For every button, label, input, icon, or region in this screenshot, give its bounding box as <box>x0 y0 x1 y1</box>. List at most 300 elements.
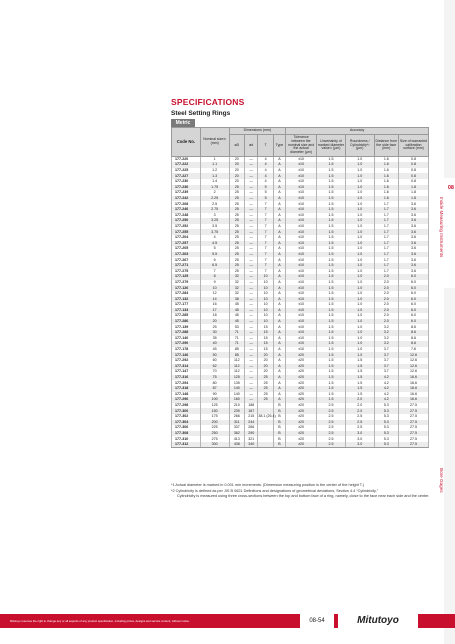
cell-distance: 4.2 <box>374 392 398 398</box>
cell-type: A <box>273 201 285 207</box>
cell-t: 10 <box>258 319 274 325</box>
cell-id: 188 <box>245 403 258 409</box>
cell-nominal: 87 <box>200 386 229 392</box>
cell-t: 4 <box>258 173 274 179</box>
cell-uncertainty: 1.5 <box>317 257 346 263</box>
cell-code: 177-222 <box>172 162 201 168</box>
cell-nominal: 100 <box>200 397 229 403</box>
metric-tab: Metric <box>171 119 195 127</box>
cell-nominal: 3.25 <box>200 218 229 224</box>
cell-calibration: 3.6 <box>399 201 429 207</box>
cell-t: 25 <box>258 380 274 386</box>
cell-code: 177-147 <box>172 369 201 375</box>
cell-id: — <box>245 269 258 275</box>
header-roundness: Roundness / Cylindricity*² (µm) <box>345 134 374 156</box>
cell-id: — <box>245 213 258 219</box>
cell-id: — <box>245 235 258 241</box>
cell-id: — <box>245 190 258 196</box>
cell-distance: 3.2 <box>374 336 398 342</box>
header-calibration: Size of warranted calibration surface (mm) <box>399 134 429 156</box>
header-dimensions: Dimensions (mm) <box>229 128 286 135</box>
cell-code: 177-290 <box>172 341 201 347</box>
cell-calibration: 0.8 <box>399 157 429 163</box>
cell-roundness: 1.0 <box>345 330 374 336</box>
cell-od: 53 <box>229 324 245 330</box>
cell-uncertainty: 1.5 <box>317 297 346 303</box>
cell-code: 177-239 <box>172 190 201 196</box>
cell-distance: 1.7 <box>374 241 398 247</box>
cell-nominal: 10 <box>200 285 229 291</box>
cell-uncertainty: 1.5 <box>317 341 346 347</box>
cell-od: 112 <box>229 358 245 364</box>
cell-distance: 2.0 <box>374 313 398 319</box>
cell-uncertainty: 1.5 <box>317 302 346 308</box>
cell-id: — <box>245 297 258 303</box>
side-index-active <box>444 178 455 288</box>
cell-id: — <box>245 375 258 381</box>
cell-t: 7 <box>258 235 274 241</box>
cell-code: 177-220 <box>172 157 201 163</box>
cell-id: — <box>245 352 258 358</box>
cell-od: 266 <box>229 414 245 420</box>
cell-od: 160 <box>229 397 245 403</box>
cell-uncertainty: 1.5 <box>317 386 346 392</box>
cell-distance: 1.7 <box>374 201 398 207</box>
cell-tolerance: ±10 <box>286 207 317 213</box>
cell-t: 7 <box>258 207 274 213</box>
cell-distance: 3.2 <box>374 330 398 336</box>
cell-type: A <box>273 179 285 185</box>
cell-distance: 1.6 <box>374 179 398 185</box>
cell-roundness: 1.0 <box>345 257 374 263</box>
cell-tolerance: ±10 <box>286 241 317 247</box>
cell-od: 25 <box>229 269 245 275</box>
table-row <box>172 442 429 448</box>
cell-t: 25 <box>258 397 274 403</box>
cell-uncertainty: 1.5 <box>317 280 346 286</box>
cell-code: 177-279 <box>172 280 201 286</box>
cell-nominal: 4.5 <box>200 241 229 247</box>
cell-tolerance: ±10 <box>286 257 317 263</box>
footnote-2: *2 Cylindricity is defined as per JIS B 0621 Definitions and designations of geometrical deviations, Section 4.4 “Cylindricity.” <box>171 488 378 493</box>
cell-id: — <box>245 179 258 185</box>
cell-uncertainty: 2.5 <box>317 408 346 414</box>
cell-distance: 4.2 <box>374 386 398 392</box>
cell-nominal: 50 <box>200 352 229 358</box>
cell-calibration: 8.6 <box>399 330 429 336</box>
cell-tolerance: ±10 <box>286 235 317 241</box>
cell-distance: 5.3 <box>374 425 398 431</box>
cell-calibration: 3.6 <box>399 263 429 269</box>
cell-calibration: 12.6 <box>399 369 429 375</box>
cell-t: 10 <box>258 291 274 297</box>
footnote-2-detail: Cylindricity is measured using three cross-sections between the top and bottom face of a ring, namely, close to the face near each side and the center. <box>177 494 430 498</box>
cell-od: 25 <box>229 252 245 258</box>
cell-od: 32 <box>229 285 245 291</box>
header-code: Code No. <box>172 128 201 157</box>
cell-t: 5 <box>258 196 274 202</box>
cell-od: 45 <box>229 313 245 319</box>
cell-distance: 5.3 <box>374 414 398 420</box>
cell-uncertainty: 1.5 <box>317 380 346 386</box>
cell-calibration: 3.6 <box>399 224 429 230</box>
cell-nominal: 9 <box>200 280 229 286</box>
cell-t: 7 <box>258 224 274 230</box>
cell-calibration: 3.6 <box>399 252 429 258</box>
cell-uncertainty: 1.5 <box>317 190 346 196</box>
cell-t: 10 <box>258 313 274 319</box>
cell-uncertainty: 1.5 <box>317 157 346 163</box>
cell-type: A <box>273 157 285 163</box>
cell-code: 177-267 <box>172 257 201 263</box>
cell-id: — <box>245 308 258 314</box>
cell-nominal: 2.5 <box>200 201 229 207</box>
cell-code: 177-275 <box>172 269 201 275</box>
cell-uncertainty: 2.5 <box>317 403 346 409</box>
cell-type: A <box>273 274 285 280</box>
cell-t: 25 <box>258 386 274 392</box>
cell-od: 413 <box>229 436 245 442</box>
cell-code: 177-318 <box>172 386 201 392</box>
cell-distance: 5.3 <box>374 436 398 442</box>
cell-distance: 1.7 <box>374 218 398 224</box>
cell-type: A <box>273 369 285 375</box>
cell-uncertainty: 1.5 <box>317 274 346 280</box>
cell-code: 177-288 <box>172 330 201 336</box>
cell-code: 177-308 <box>172 431 201 437</box>
cell-nominal: 40 <box>200 341 229 347</box>
cell-nominal: 275 <box>200 436 229 442</box>
cell-distance: 3.7 <box>374 347 398 353</box>
cell-uncertainty: 1.5 <box>317 196 346 202</box>
cell-distance: 1.7 <box>374 207 398 213</box>
cell-nominal: 3.5 <box>200 224 229 230</box>
cell-t: 7 <box>258 269 274 275</box>
cell-t: 7 <box>258 218 274 224</box>
cell-nominal: 3.75 <box>200 229 229 235</box>
header-nominal: Nominal size±¹ (mm) <box>200 128 229 157</box>
cell-type: A <box>273 302 285 308</box>
cell-code: 177-257 <box>172 241 201 247</box>
cell-nominal: 45 <box>200 347 229 353</box>
cell-nominal: 175 <box>200 414 229 420</box>
cell-tolerance: ±20 <box>286 392 317 398</box>
cell-roundness: 3.0 <box>345 436 374 442</box>
cell-uncertainty: 1.5 <box>317 269 346 275</box>
cell-t: 10 <box>258 302 274 308</box>
cell-t: 5 <box>258 190 274 196</box>
cell-code: 177-177 <box>172 302 201 308</box>
cell-code: 177-139 <box>172 324 201 330</box>
cell-id: — <box>245 229 258 235</box>
cell-tolerance: ±10 <box>286 263 317 269</box>
cell-calibration: 0.8 <box>399 179 429 185</box>
cell-id: 340 <box>245 442 258 448</box>
cell-tolerance: ±10 <box>286 285 317 291</box>
cell-calibration: 1.8 <box>399 185 429 191</box>
cell-distance: 4.2 <box>374 380 398 386</box>
cell-od: 210 <box>229 403 245 409</box>
cell-calibration: 3.6 <box>399 246 429 252</box>
cell-od: 125 <box>229 375 245 381</box>
cell-nominal: 1.1 <box>200 162 229 168</box>
cell-nominal: 35 <box>200 336 229 342</box>
side-tab-inside-measuring[interactable]: Inside Measuring Instruments <box>439 197 444 258</box>
cell-code: 177-304 <box>172 420 201 426</box>
cell-nominal: 225 <box>200 425 229 431</box>
cell-uncertainty: 1.5 <box>317 308 346 314</box>
cell-uncertainty: 2.5 <box>317 436 346 442</box>
cell-roundness: 1.0 <box>345 347 374 353</box>
cell-id: — <box>245 319 258 325</box>
cell-tolerance: ±10 <box>286 173 317 179</box>
cell-nominal: 70 <box>200 369 229 375</box>
cell-tolerance: ±10 <box>286 179 317 185</box>
cell-tolerance: ±20 <box>286 352 317 358</box>
cell-distance: 1.7 <box>374 213 398 219</box>
cell-calibration: 3.6 <box>399 269 429 275</box>
cell-roundness: 1.0 <box>345 207 374 213</box>
cell-od: 112 <box>229 364 245 370</box>
cell-calibration: 12.6 <box>399 352 429 358</box>
mitutoyo-logo: Mitutoyo <box>338 614 418 628</box>
cell-od: 85 <box>229 347 245 353</box>
cell-id: — <box>245 313 258 319</box>
cell-code: 177-133 <box>172 308 201 314</box>
cell-tolerance: ±20 <box>286 369 317 375</box>
cell-nominal: 75 <box>200 375 229 381</box>
cell-calibration: 16.6 <box>399 392 429 398</box>
cell-roundness: 1.0 <box>345 297 374 303</box>
cell-nominal: 60 <box>200 358 229 364</box>
cell-od: 45 <box>229 302 245 308</box>
cell-uncertainty: 1.5 <box>317 364 346 370</box>
cell-distance: 1.7 <box>374 224 398 230</box>
cell-id: — <box>245 386 258 392</box>
cell-t: 15 <box>258 324 274 330</box>
cell-distance: 3.2 <box>374 341 398 347</box>
cell-id: — <box>245 218 258 224</box>
cell-od: 20 <box>229 157 245 163</box>
cell-type: A <box>273 358 285 364</box>
cell-id: — <box>245 252 258 258</box>
cell-tolerance: ±20 <box>286 436 317 442</box>
cell-roundness: 1.0 <box>345 235 374 241</box>
cell-calibration: 3.6 <box>399 235 429 241</box>
cell-type: A <box>273 313 285 319</box>
cell-t: 15 <box>258 330 274 336</box>
cell-roundness: 1.0 <box>345 252 374 258</box>
cell-uncertainty: 1.5 <box>317 201 346 207</box>
cell-tolerance: ±20 <box>286 397 317 403</box>
cell-id: — <box>245 336 258 342</box>
cell-od: 337 <box>229 425 245 431</box>
cell-distance: 1.6 <box>374 190 398 196</box>
cell-uncertainty: 2.5 <box>317 431 346 437</box>
cell-od: 25 <box>229 185 245 191</box>
cell-type: A <box>273 207 285 213</box>
cell-id: — <box>245 280 258 286</box>
cell-code: 177-306 <box>172 425 201 431</box>
cell-code: 177-271 <box>172 263 201 269</box>
cell-uncertainty: 1.5 <box>317 229 346 235</box>
cell-t: 7 <box>258 257 274 263</box>
side-tab-bore-gages[interactable]: Bore Gages <box>439 468 444 493</box>
cell-calibration: 16.6 <box>399 380 429 386</box>
cell-roundness: 2.0 <box>345 397 374 403</box>
cell-od: 45 <box>229 308 245 314</box>
cell-code: 177-242 <box>172 196 201 202</box>
cell-t: 20 <box>258 358 274 364</box>
cell-calibration: 3.6 <box>399 257 429 263</box>
cell-distance: 1.7 <box>374 235 398 241</box>
cell-calibration: 0.8 <box>399 162 429 168</box>
cell-calibration: 6.0 <box>399 319 429 325</box>
cell-code: 177-248 <box>172 213 201 219</box>
cell-distance: 1.7 <box>374 257 398 263</box>
cell-distance: 5.3 <box>374 431 398 437</box>
cell-id: — <box>245 185 258 191</box>
cell-type: A <box>273 336 285 342</box>
cell-roundness: 1.5 <box>345 375 374 381</box>
cell-od: 32 <box>229 280 245 286</box>
cell-type: A <box>273 386 285 392</box>
cell-roundness: 1.5 <box>345 364 374 370</box>
cell-nominal: 125 <box>200 403 229 409</box>
cell-type: A <box>273 397 285 403</box>
cell-nominal: 16 <box>200 302 229 308</box>
cell-id: 187 <box>245 408 258 414</box>
cell-calibration: 6.0 <box>399 285 429 291</box>
cell-roundness: 1.5 <box>345 386 374 392</box>
cell-roundness: 1.0 <box>345 336 374 342</box>
cell-type: B <box>273 425 285 431</box>
cell-tolerance: ±10 <box>286 291 317 297</box>
page-number: 08-54 <box>300 614 334 628</box>
cell-roundness: 1.0 <box>345 274 374 280</box>
cell-distance: 3.2 <box>374 324 398 330</box>
cell-nominal: 150 <box>200 408 229 414</box>
cell-id: — <box>245 330 258 336</box>
cell-code: 177-298 <box>172 403 201 409</box>
cell-nominal: 1.75 <box>200 185 229 191</box>
cell-distance: 5.3 <box>374 442 398 448</box>
cell-type: B <box>273 431 285 437</box>
cell-tolerance: ±20 <box>286 403 317 409</box>
cell-t: 25 <box>258 392 274 398</box>
cell-t: 7 <box>258 263 274 269</box>
cell-code: 177-300 <box>172 408 201 414</box>
cell-type: B <box>273 420 285 426</box>
cell-tolerance: ±10 <box>286 269 317 275</box>
cell-tolerance: ±10 <box>286 313 317 319</box>
cell-roundness: 1.0 <box>345 179 374 185</box>
cell-od: 311 <box>229 420 245 426</box>
cell-t: 10 <box>258 308 274 314</box>
cell-roundness: 2.5 <box>345 425 374 431</box>
cell-od: 25 <box>229 190 245 196</box>
cell-distance: 4.2 <box>374 375 398 381</box>
cell-roundness: 1.0 <box>345 352 374 358</box>
cell-type: B <box>273 408 285 414</box>
cell-roundness: 1.5 <box>345 380 374 386</box>
cell-nominal: 5 <box>200 246 229 252</box>
cell-tolerance: ±20 <box>286 358 317 364</box>
cell-tolerance: ±10 <box>286 168 317 174</box>
cell-nominal: 17 <box>200 308 229 314</box>
cell-distance: 1.7 <box>374 246 398 252</box>
cell-type: A <box>273 285 285 291</box>
cell-tolerance: ±10 <box>286 341 317 347</box>
cell-type: A <box>273 235 285 241</box>
cell-calibration: 27.5 <box>399 414 429 420</box>
cell-distance: 1.7 <box>374 269 398 275</box>
cell-tolerance: ±20 <box>286 364 317 370</box>
cell-calibration: 8.6 <box>399 336 429 342</box>
cell-tolerance: ±10 <box>286 201 317 207</box>
cell-od: 71 <box>229 341 245 347</box>
header-accuracy: Accuracy <box>286 128 429 135</box>
cell-t: 10 <box>258 297 274 303</box>
cell-nominal: 3 <box>200 213 229 219</box>
cell-od: 25 <box>229 229 245 235</box>
cell-id: — <box>245 347 258 353</box>
cell-nominal: 2 <box>200 190 229 196</box>
cell-roundness: 3.0 <box>345 431 374 437</box>
cell-uncertainty: 1.5 <box>317 207 346 213</box>
cell-code: 177-236 <box>172 185 201 191</box>
cell-type: A <box>273 196 285 202</box>
cell-od: 20 <box>229 173 245 179</box>
cell-roundness: 1.0 <box>345 263 374 269</box>
cell-id: — <box>245 173 258 179</box>
cell-od: 25 <box>229 196 245 202</box>
cell-calibration: 12.6 <box>399 358 429 364</box>
cell-uncertainty: 1.5 <box>317 173 346 179</box>
cell-roundness: 1.0 <box>345 213 374 219</box>
cell-od: 438 <box>229 442 245 448</box>
cell-uncertainty: 1.5 <box>317 347 346 353</box>
cell-distance: 2.0 <box>374 285 398 291</box>
cell-od: 71 <box>229 330 245 336</box>
cell-type: A <box>273 263 285 269</box>
cell-t: 4 <box>258 179 274 185</box>
cell-roundness: 1.0 <box>345 280 374 286</box>
cell-type: A <box>273 308 285 314</box>
cell-distance: 1.6 <box>374 173 398 179</box>
cell-od: 38 <box>229 297 245 303</box>
cell-uncertainty: 1.5 <box>317 185 346 191</box>
cell-type: A <box>273 190 285 196</box>
cell-od: 20 <box>229 162 245 168</box>
cell-id: — <box>245 291 258 297</box>
page-heading: SPECIFICATIONS <box>171 97 245 107</box>
cell-nominal: 250 <box>200 431 229 437</box>
cell-t: 38.1 (25.4) <box>258 414 276 419</box>
cell-distance: 3.7 <box>374 358 398 364</box>
cell-calibration: 27.5 <box>399 436 429 442</box>
cell-uncertainty: 1.5 <box>317 313 346 319</box>
cell-uncertainty: 1.5 <box>317 330 346 336</box>
cell-type: A <box>273 352 285 358</box>
cell-distance: 5.3 <box>374 408 398 414</box>
cell-roundness: 1.0 <box>345 162 374 168</box>
cell-roundness: 1.0 <box>345 302 374 308</box>
cell-roundness: 1.0 <box>345 313 374 319</box>
cell-type: A <box>273 173 285 179</box>
cell-nominal: 2.75 <box>200 207 229 213</box>
cell-tolerance: ±10 <box>286 274 317 280</box>
